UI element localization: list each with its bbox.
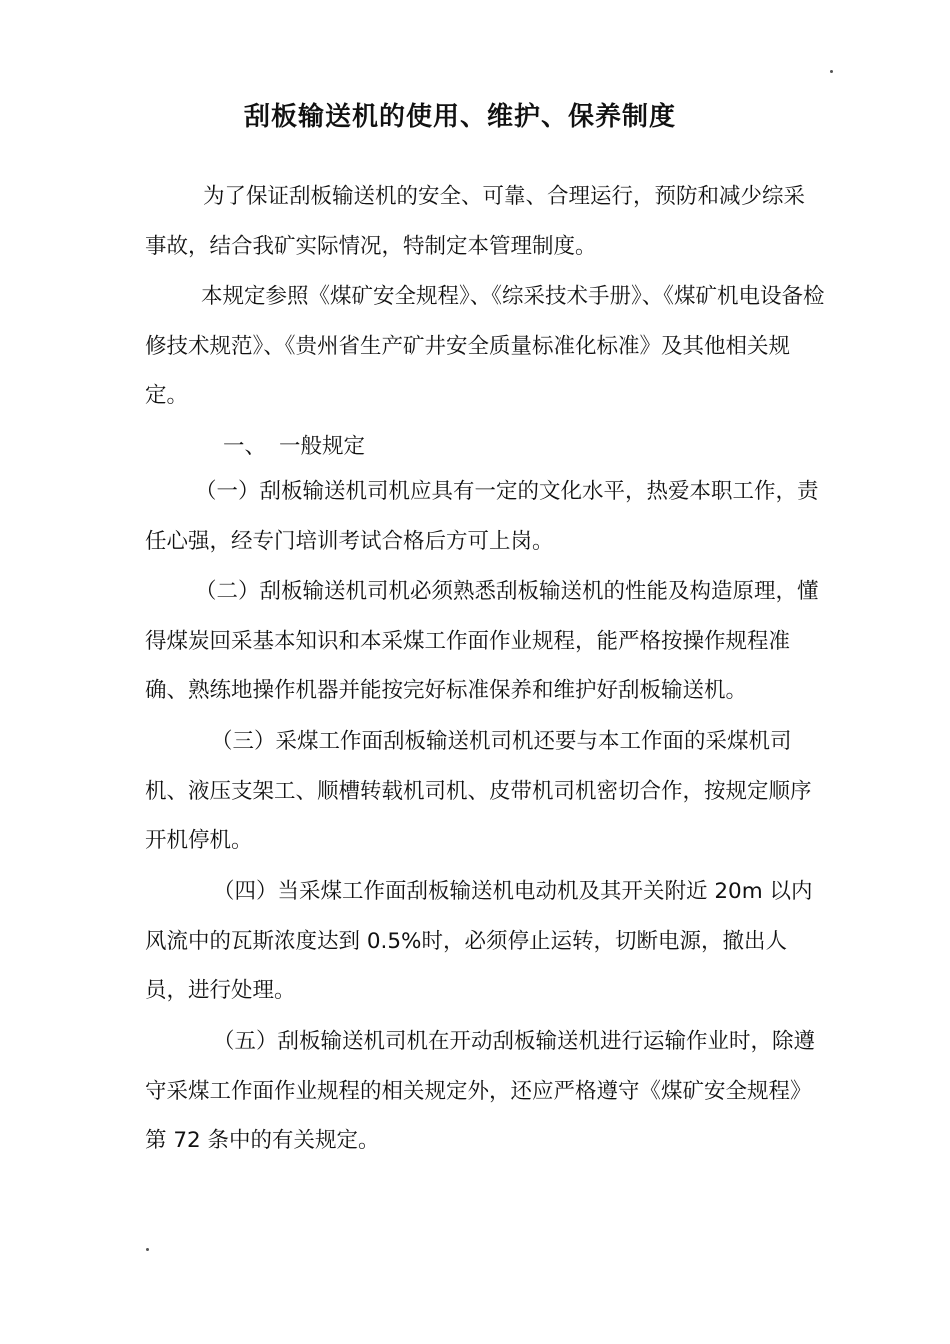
rule-item-1: （一）刮板输送机司机应具有一定的文化水平，热爱本职工作，责任心强，经专门培训考试合格后方可上岗。 bbox=[145, 479, 819, 554]
rule-item-2: （二）刮板输送机司机必须熟悉刮板输送机的性能及构造原理，懂得煤炭回采基本知识和本采煤工作面作业规程，能严格按操作规程准确、熟练地操作机器并能按完好标准保养和维护好刮板输送机。 bbox=[145, 579, 819, 703]
intro-paragraph: 为了保证刮板输送机的安全、可靠、合理运行，预防和减少综采事故，结合我矿实际情况，特制定本管理制度。 bbox=[145, 184, 806, 259]
rule-item-4: （四）当采煤工作面刮板输送机电动机及其开关附近 20m 以内风流中的瓦斯浓度达到 0.5%时，必须停止运转，切断电源，撤出人员，进行处理。 bbox=[145, 879, 813, 1003]
corner-mark bbox=[830, 70, 833, 73]
rule-item-5: （五）刮板输送机司机在开动刮板输送机进行运输作业时，除遵守采煤工作面作业规程的相关规定外，还应严格遵守《煤矿安全规程》第 72 条中的有关规定。 bbox=[145, 1029, 816, 1153]
corner-mark bbox=[146, 1248, 149, 1251]
rule-item-3: （三）采煤工作面刮板输送机司机还要与本工作面的采煤机司机、液压支架工、顺槽转载机司机、皮带机司机密切合作，按规定顺序开机停机。 bbox=[145, 729, 812, 853]
section-number: 一、 bbox=[223, 434, 267, 459]
references-paragraph: 本规定参照《煤矿安全规程》、《综采技术手册》、《煤矿机电设备检修技术规范》、《贵州省生产矿井安全质量标准化标准》及其他相关规定。 bbox=[145, 284, 825, 408]
section-heading bbox=[145, 422, 903, 472]
section-heading-text: 一般规定 bbox=[279, 434, 366, 459]
document-title: 刮板输送机的使用、维护、保养制度 bbox=[243, 102, 676, 132]
